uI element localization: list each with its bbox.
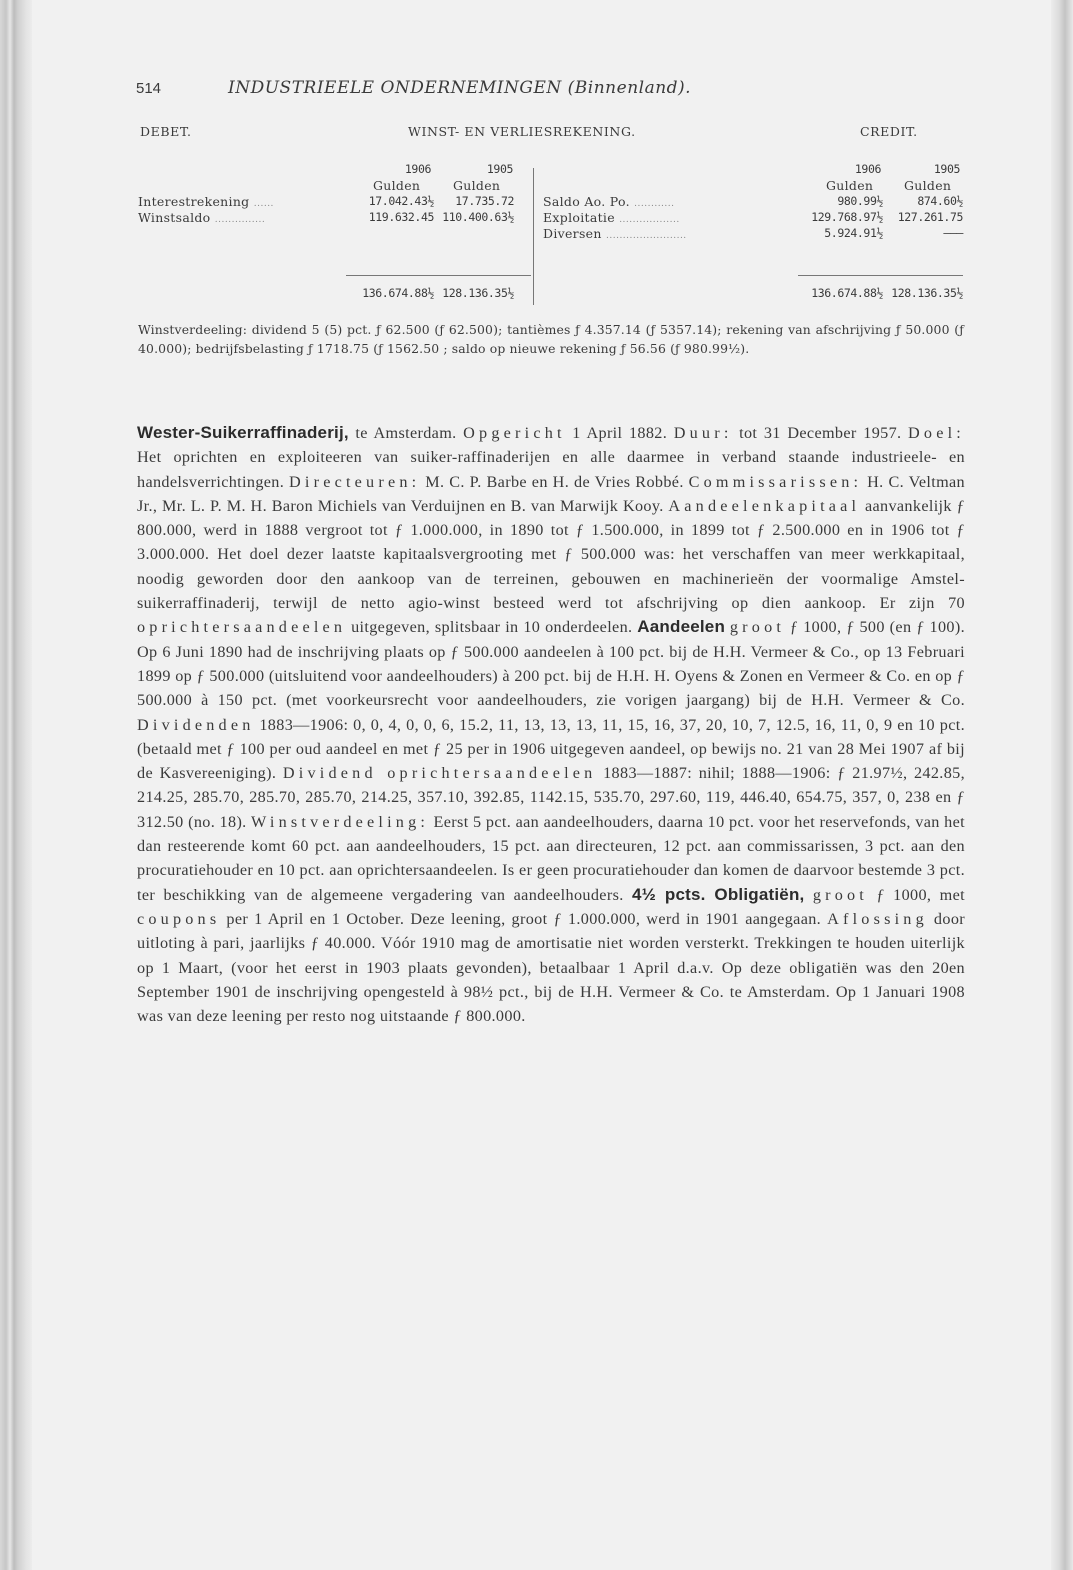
- credit-col-unit-1905: Gulden: [904, 178, 952, 193]
- debit-total-rule: [346, 275, 531, 276]
- value-1905: 127.261.75: [897, 210, 963, 224]
- running-title: INDUSTRIEELE ONDERNEMINGEN (Binnenland).: [228, 78, 692, 98]
- spaced-keyword: Aandeelenkapitaal: [668, 496, 861, 515]
- spaced-keyword: Doel:: [908, 424, 965, 442]
- credit-heading: CREDIT.: [860, 124, 918, 139]
- value-1906: 119.632.45: [368, 210, 434, 224]
- credit-col-unit-1906: Gulden: [826, 178, 874, 193]
- body-text-run: 1883—1906: 0, 0, 4, 0, 0, 6, 15.2, 11, 13, 13, 13, 11, 15, 16, 37, 20, 10, 7, 12.5, 16, 11, 0, 9 en 10 pct. (betaald met ƒ 100 per oud aandeel en met ƒ 25 per in 1906 uitgegeven aandeel, op bewijs no. 21 van 28 Mei 1907 af bij de Kasvereeniging).: [137, 715, 965, 783]
- value-1906: 5.924.91½: [824, 226, 883, 240]
- spaced-keyword: coupons: [137, 909, 221, 928]
- value-1905: 17.735.72: [455, 194, 514, 208]
- profit-loss-account-table: 1906 1905 Gulden Gulden Interestrekening ...... 17.042.43½ 17.735.72 Winstsaldo ............... 119.632.45 110.400.63½ 136.674.88½ 128.136.35½ 1906 1905 Gulden Gulden Saldo Ao. Po. ............ 980.99½ 874.60½ Exploitatie .................. 129.768.97½ 127.261.75 Diversen ........................ 5.924.91½ ——— 136.674.88½ 128.136.35½: [138, 158, 963, 308]
- credit-total-rule: [798, 275, 963, 276]
- spaced-keyword: Duur:: [673, 424, 733, 442]
- spaced-keyword: Commissarissen:: [688, 472, 863, 491]
- row-label: Winstsaldo: [138, 210, 211, 225]
- entry-paragraph: [137, 421, 965, 1028]
- body-text-run: ƒ 1000, ƒ 500 (en ƒ 100). Op 6 Juni 1890 had de inschrijving plaats op ƒ 500.000 aandeelen à 100 pct. bij de H.H. Vermeer & Co., op 13 Februari 1899 op ƒ 500.000 (uitsluitend voor aandeelhouders) à 200 pct. bij de H.H. H. Oyens & Zonen en Vermeer & Co. en op ƒ 500.000 à 150 pct. (met voorkeursrecht voor aandeelhouders, zie vorigen jaargang) bij de H.H. Vermeer & Co.: [137, 618, 965, 710]
- body-text-run: te Amsterdam.: [348, 424, 464, 442]
- body-text-run: 1883—1887: nihil; 1888—1906: ƒ 21.97½, 242.85, 214.25, 285.70, 285.70, 285.70, 214.25, 357.10, 392.85, 1142.15, 535.70, 297.60, 119, 446.40, 654.75, 357, 0, 238 en ƒ 312.50 (no. 18).: [137, 764, 965, 831]
- row-label: Interestrekening: [138, 194, 250, 209]
- spaced-keyword: groot: [812, 885, 868, 904]
- bold-heading: Aandeelen: [637, 617, 726, 637]
- row-label: Exploitatie: [543, 210, 615, 225]
- spaced-keyword: groot: [729, 618, 786, 637]
- body-text-run: [804, 886, 812, 904]
- page-number: 514: [136, 80, 162, 97]
- company-entry: [137, 421, 965, 1028]
- spaced-keyword: Winstverdeeling:: [251, 812, 430, 831]
- spaced-keyword: oprichtersaandeelen: [137, 618, 347, 637]
- value-1905: 110.400.63½: [442, 210, 514, 224]
- company-name: Wester-Suikerraffinaderij,: [137, 423, 349, 442]
- bold-heading: 4½ pcts. Obligatiën,: [631, 884, 805, 904]
- profit-distribution-note: [138, 320, 964, 358]
- body-text-run: Eerst 5 pct. aan aandeelhouders, daarna 10 pct. voor het reservefonds, van het dan resteerende komt 60 pct. aan aandeelhouders, 15 pct. aan directeuren, 12 pct. aan commissarissen, 3 pct. aan den procuratiehouder en 10 pct. aan oprichtersaandeelen. Is er geen procuratiehouder dan komen de daarvoor bestemde 3 pct. ter beschikking van de algemeene vergadering van aandeelhouders.: [137, 812, 965, 904]
- body-text-run: tot 31 December 1957.: [732, 424, 909, 442]
- value-1905: ———: [943, 226, 963, 240]
- spaced-keyword: Directeuren:: [289, 472, 421, 491]
- total-1906: 136.674.88½: [362, 286, 434, 300]
- body-text-run: M. C. P. Barbe en H. de Vries Robbé.: [420, 472, 689, 491]
- account-title: WINST- EN VERLIESREKENING.: [408, 124, 636, 139]
- row-label: Diversen: [543, 226, 602, 241]
- body-text-run: aanvankelijk ƒ 800.000, werd in 1888 vergroot tot ƒ 1.000.000, in 1890 tot ƒ 1.500.000, in 1899 tot ƒ 2.500.000 en in 1906 tot ƒ 3.000.000. Het doel dezer laatste kapitaalsvergrooting met ƒ 500.000 was: het verschaffen van meer werkkapitaal, noodig geworden door den aankoop van de terreinen, gebouwen en machinerieën der voormalige Amstel-suikerraffinaderij, terwijl de netto agio-winst besteed werd tot afschrijving op dien aankoop. Er zijn 70: [137, 496, 966, 613]
- debit-heading: DEBET.: [140, 124, 192, 139]
- body-text-run: 1 April 1882.: [565, 424, 674, 442]
- value-1906: 129.768.97½: [811, 210, 883, 224]
- spaced-keyword: Dividend oprichtersaandeelen: [282, 764, 597, 783]
- body-text-run: ƒ 1000, met: [868, 885, 965, 904]
- debit-col-year-1906: 1906: [404, 162, 431, 176]
- spaced-keyword: Dividenden: [137, 715, 255, 734]
- body-text-run: door uitloting à pari, jaarlijks ƒ 40.000. Vóór 1910 mag de amortisatie niet worden versterkt. Trekkingen te houden uiterlijk op 1 Maart, (voor het eerst in 1903 plaats gevonden), betaalbaar 1 April d.a.v. Op deze obligatiën was den 20en September 1901 de inschrijving opengesteld à 98½ pct., bij de H.H. Vermeer & Co. te Amsterdam. Op 1 Januari 1908 was van deze leening per resto nog uitstaande ƒ 800.000.: [137, 909, 965, 1026]
- debit-col-unit-1906: Gulden: [373, 178, 421, 193]
- body-text-run: Het oprichten en exploiteeren van suiker-raffinaderijen en alle daarmee in verband staande industrieele- en handelsverrichtingen.: [137, 448, 965, 491]
- body-text-run: per 1 April en 1 October. Deze leening, groot ƒ 1.000.000, werd in 1901 aangegaan.: [220, 909, 828, 928]
- spaced-keyword: Opgericht: [463, 424, 566, 442]
- value-1906: 980.99½: [837, 194, 883, 208]
- value-1906: 17.042.43½: [368, 194, 434, 208]
- total-1905: 128.136.35½: [891, 286, 963, 300]
- debit-col-year-1905: 1905: [486, 162, 513, 176]
- total-1906: 136.674.88½: [811, 286, 883, 300]
- credit-col-year-1905: 1905: [933, 162, 960, 176]
- row-label: Saldo Ao. Po.: [543, 194, 630, 209]
- body-text-run: H. C. Veltman Jr., Mr. L. P. M. H. Baron Michiels van Verduijnen en B. van Marwijk Kooy.: [137, 472, 965, 515]
- running-header: [136, 78, 692, 98]
- debit-col-unit-1905: Gulden: [453, 178, 501, 193]
- spaced-keyword: Aflossing: [827, 909, 928, 928]
- entry-body: [137, 424, 965, 1025]
- body-text-run: uitgegeven, splitsbaar in 10 onderdeelen.: [346, 618, 638, 637]
- credit-col-year-1906: 1906: [854, 162, 881, 176]
- value-1905: 874.60½: [917, 194, 963, 208]
- total-1905: 128.136.35½: [442, 286, 514, 300]
- note-text: Winstverdeeling: dividend 5 (5) pct. ƒ 62.500 (ƒ 62.500); tantièmes ƒ 4.357.14 (ƒ 5357.14); rekening van afschrijving ƒ 50.000 (ƒ 40.000); bedrijfsbelasting ƒ 1718.75 (ƒ 1562.50 ; saldo op nieuwe rekening ƒ 56.56 (ƒ 980.99½).: [138, 322, 964, 356]
- account-center-divider: [533, 168, 534, 305]
